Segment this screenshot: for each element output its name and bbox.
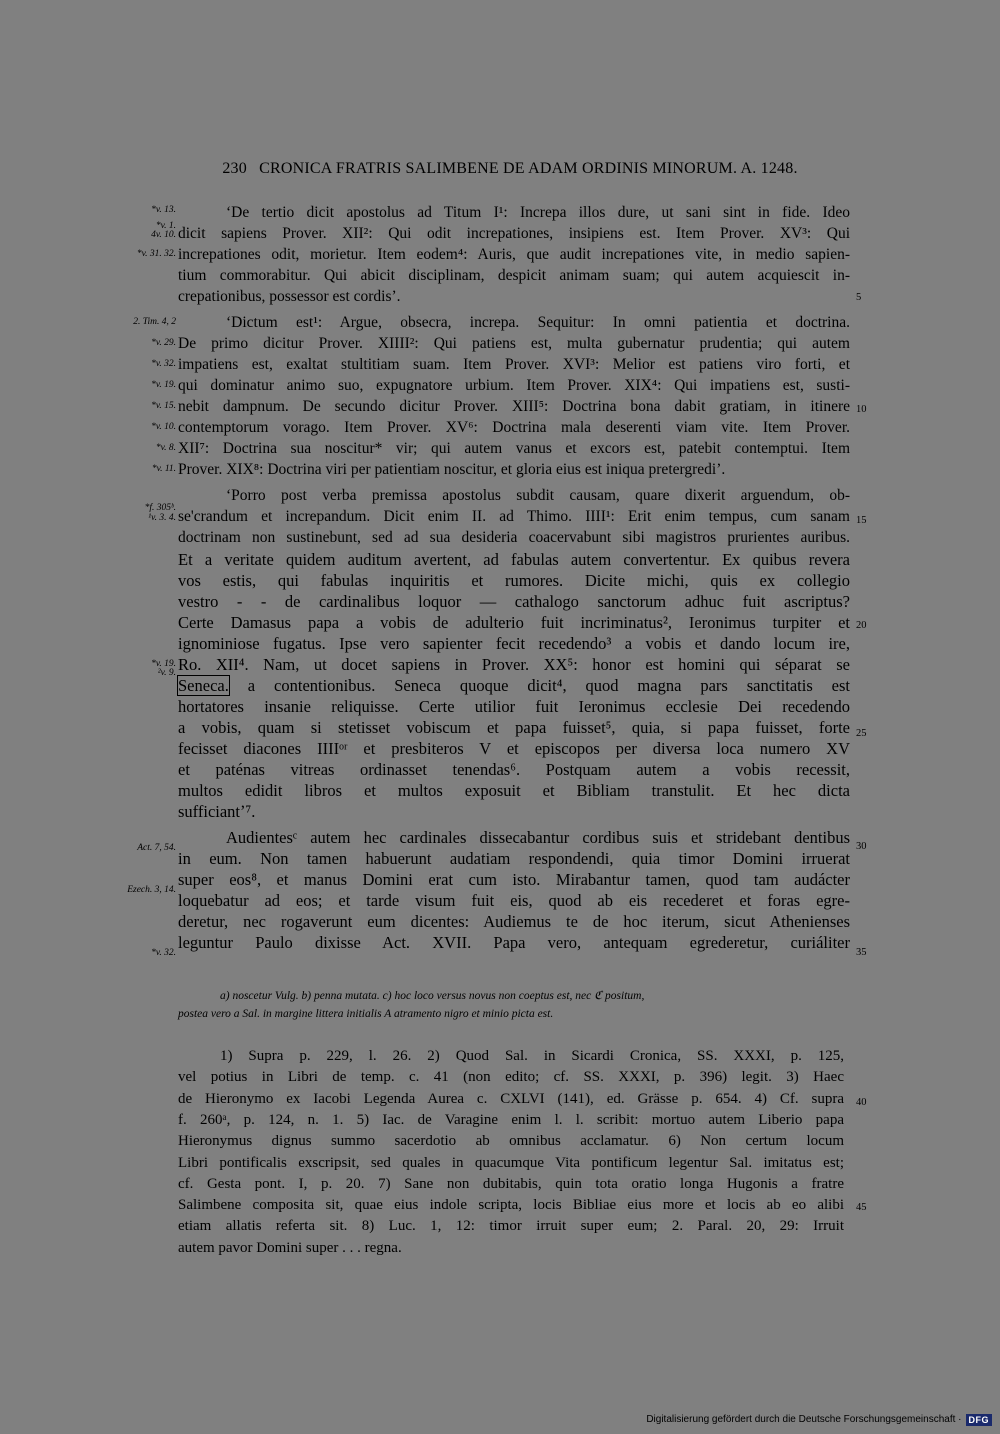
- margin-reference: 2. Tim. 4, 2: [133, 317, 176, 327]
- text-line: ignominiose fugatus. Ipse vero sapienter fecit recedendo³ a vobis et dando locum ire,: [178, 634, 850, 653]
- commentary-line: 1) Supra p. 229, l. 26. 2) Quod Sal. in Sicardi Cronica, SS. XXXI, p. 125,: [220, 1048, 844, 1064]
- apparatus-line: a) noscetur Vulg. b) penna mutata. c) hoc loco versus novus non coeptus est, nec ℭ positum,: [220, 990, 645, 1002]
- margin-reference: Ezech. 3, 14.: [127, 885, 176, 895]
- text-line: De primo dicitur Prover. XIIII²: Qui patiens est, multa gubernatur prudentia; qui autem: [178, 335, 850, 352]
- commentary-line: vel potius in Libri de temp. c. 41 (non edito; cf. SS. XXXI, p. 396) legit. 3) Haec: [178, 1069, 844, 1086]
- margin-reference: Act. 7, 54.: [137, 843, 176, 853]
- text-line: tium commorabitur. Qui abicit disciplinam, despicit animam suam; qui autem acquiescit in-: [178, 267, 850, 284]
- text-line: contemptorum vorago. Item Prover. XV⁶: Doctrina mala deserenti viam vite. Item Prover.: [178, 419, 850, 436]
- text-line: deretur, nec rogaverunt eum dicentes: Audiemus te de hoc iterum, sicut Athenienses: [178, 912, 850, 931]
- text-line: XII⁷: Doctrina sua noscitur* vir; qui autem vanus et excors est, patebit contemptui. Item: [178, 440, 850, 457]
- commentary-line: Hieronymus dignus summo sacerdotio ab omnibus acclamatur. 6) Non certum locum: [178, 1133, 844, 1150]
- margin-reference: *v. 32.: [151, 948, 176, 958]
- text-line: loquebatur ad eos; et tarde visum fuit eis, quod ab eis recederet et foras egre-: [178, 891, 850, 910]
- text-line: Ro. XII⁴. Nam, ut docet sapiens in Prover. XX⁵: honor est homini qui séparat se: [178, 655, 850, 674]
- line-number: 45: [856, 1202, 867, 1213]
- text-line: Seneca. a contentionibus. Seneca quoque dicit⁴, quod magna pars sanctitatis est: [178, 676, 850, 695]
- margin-reference: ¹v. 3. 4.: [148, 513, 176, 523]
- text-line: fecisset diacones IIIIᵒʳ et presbiteros V et episcopos per diversa loca numero XV: [178, 739, 850, 758]
- commentary-line: Salimbene composita sit, quae eius indole scripta, locis Bibliae eius more et locis ab eo alibi: [178, 1197, 844, 1214]
- text-line: Prover. XIX⁸: Doctrina viri per patientiam noscitur, et gloria eius est iniqua pretergrediʼ.: [178, 461, 726, 478]
- margin-reference: *v. 10.: [151, 422, 176, 432]
- text-line: Certe Damasus papa a vobis de adulterio fuit incriminatus², Ieronimus turpiter et: [178, 613, 850, 632]
- text-line: se'crandum et increpandum. Dicit enim II. ad Thimo. IIII¹: Erit enim tempus, cum sanam: [178, 508, 850, 525]
- line-number: 10: [856, 404, 867, 415]
- dfg-logo: DFG: [966, 1414, 993, 1426]
- text-line: a vobis, quam si stetisset vobiscum et papa fuisset⁵, quia, si papa fuisset, forte: [178, 718, 850, 737]
- margin-reference: *v. 31. 32.: [136, 249, 176, 259]
- margin-reference: *v. 13.: [151, 205, 176, 215]
- text-line: hortatores insanie reliquisse. Certe utilior fuit Ieronimus ecclesie Dei recedendo: [178, 697, 850, 716]
- commentary-line: cf. Gesta pont. I, p. 20. 7) Sane non dubitabis, quin tota oratio longa Hugonis a fratre: [178, 1175, 844, 1192]
- text-line: qui dominatur animo suo, expugnatore urbium. Item Prover. XIX⁴: Qui impatiens est, susti-: [178, 377, 850, 394]
- line-number: 20: [856, 620, 867, 631]
- text-line: vestro - - de cardinalibus loquor — cathalogo sanctorum adhuc fuit ascriptus?: [178, 592, 850, 611]
- commentary-line: f. 260ᵃ, p. 124, n. 1. 5) Iac. de Varagine enim l. l. scribit: mortuo autem Liberio papa: [178, 1111, 844, 1128]
- credit-text: Digitalisierung gefördert durch die Deutsche Forschungsgemeinschaft ·: [646, 1414, 962, 1425]
- line-number: 35: [856, 947, 867, 958]
- text-line: et paténas vitreas ordinasset tenendas⁶. Postquam autem a vobis recessit,: [178, 760, 850, 779]
- line-number: 15: [856, 515, 867, 526]
- text-line: in eum. Non tamen habuerunt audatiam respondendi, quia timor Domini irruerat: [178, 849, 850, 868]
- margin-reference: *v. 19.: [151, 380, 176, 390]
- text-line: crepationibus, possessor est cordisʼ.: [178, 288, 401, 305]
- margin-reference: *v. 11.: [151, 464, 176, 474]
- text-line: doctrinam non sustinebunt, sed ad sua desideria coacervabunt sibi magistros prurientes auribus.: [178, 529, 850, 546]
- margin-reference: 4v. 10.: [151, 230, 176, 240]
- text-line: nebit dampnum. De secundo dicitur Prover. XIII⁵: Doctrina bona dabit gratiam, in itinere: [178, 398, 850, 415]
- margin-reference: *v. 32.: [151, 359, 176, 369]
- commentary-line: autem pavor Domini super . . . regna.: [178, 1239, 402, 1256]
- text-line: impatiens est, exaltat stultitiam suam. Item Prover. XVI³: Melior est patiens viro forti, et: [178, 356, 850, 373]
- text-line: Audientesᶜ autem hec cardinales dissecabantur cordibus suis et stridebant dentibus: [226, 828, 850, 847]
- text-line: ʻDe tertio dicit apostolus ad Titum I¹: Increpa illos dure, ut sani sint in fide. Ideo: [226, 204, 850, 221]
- text-line: increpationes odit, morietur. Item eodem⁴: Auris, que audit increpationes vite, in medio sapien-: [178, 246, 850, 263]
- running-title: CRONICA FRATRIS SALIMBENE DE ADAM ORDINIS MINORUM. A. 1248.: [259, 160, 798, 177]
- text-line: multos edidit libros et multos exposuit et Bibliam transtulit. Et hec dicta: [178, 781, 850, 800]
- digitization-credit: [646, 1413, 992, 1427]
- running-header: [178, 160, 842, 178]
- text-line: dicit sapiens Prover. XII²: Qui odit increpationes, insipiens est. Item Prover. XV³: Qui: [178, 225, 850, 242]
- text-line: ʻDictum est¹: Argue, obsecra, increpa. Sequitur: In omni patientia et doctrina.: [226, 314, 850, 331]
- text-line: leguntur Paulo dixisse Act. XVII. Papa vero, antequam egrederetur, curiáliter: [178, 933, 850, 952]
- margin-reference: *f. 305ᵇ.: [144, 503, 176, 513]
- margin-reference: *v. 8.: [155, 443, 176, 453]
- text-line: Et a veritate quidem auditum avertent, ad fabulas autem convertentur. Ex quibus revera: [178, 550, 850, 569]
- text-line: ʻPorro post verba premissa apostolus subdit causam, quare dixerit arguendum, ob-: [226, 487, 850, 504]
- boxed-word: Seneca.: [178, 676, 229, 695]
- commentary-line: Libri pontificalis exscripsit, sed quales in quacumque Vita pontificum legentur Sal. imitatus est;: [178, 1154, 844, 1171]
- margin-reference: *v. 19.: [151, 659, 176, 669]
- line-number: 40: [856, 1097, 867, 1108]
- margin-reference: *v. 15.: [151, 401, 176, 411]
- page-number: 230: [222, 160, 247, 177]
- line-number: 5: [856, 292, 862, 303]
- line-number: 30: [856, 841, 867, 852]
- margin-reference: *v. 29.: [151, 338, 176, 348]
- commentary-line: de Hieronymo ex Iacobi Legenda Aurea c. CXLVI (141), ed. Grässe p. 654. 4) Cf. supra: [178, 1090, 844, 1107]
- apparatus-line: postea vero a Sal. in margine littera initialis A atramento nigro et minio picta est.: [178, 1008, 554, 1020]
- line-number: 25: [856, 728, 867, 739]
- margin-reference: *v. 1.: [155, 221, 176, 231]
- text-line: super eos⁸, et manus Domini erat cum isto. Mirabantur tamen, quod tam audácter: [178, 870, 850, 889]
- text-line: sufficiantʼ⁷.: [178, 802, 256, 821]
- text-line: vos estis, qui fabulas inquiritis et rumores. Dicite michi, quis ex collegio: [178, 571, 850, 590]
- commentary-line: etiam allatis referta sit. 8) Luc. 1, 12: timor irruit super eum; 2. Paral. 20, 29: Irruit: [178, 1218, 844, 1235]
- margin-reference: ²v. 9.: [157, 668, 176, 678]
